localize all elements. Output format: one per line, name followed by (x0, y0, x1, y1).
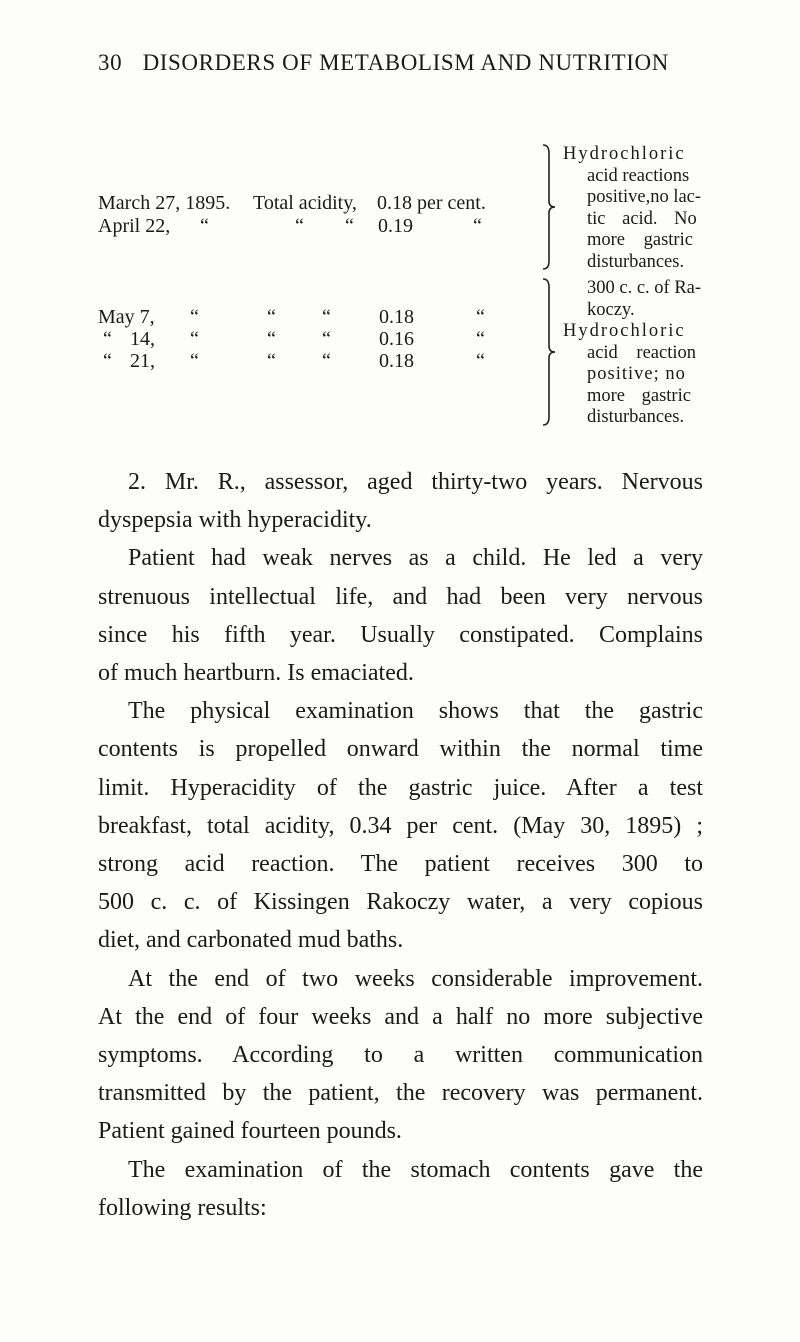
table-row-value: 0.18 per cent. (377, 192, 486, 214)
paragraph-examination (98, 692, 703, 959)
text-line: strenuous intellectual life, and had been very nervous (98, 583, 703, 610)
note-line: 300 c. c. of Ra- (587, 278, 702, 298)
text-line: The physical examination shows that the gastric (128, 698, 703, 725)
text-line: The examination of the stomach contents gave the (128, 1156, 703, 1183)
ditto-mark: “ (267, 306, 276, 328)
ditto-mark: “ (103, 328, 112, 350)
note-line: Hydrochloric (563, 144, 686, 164)
text-line: At the end of two weeks considerable improvement. (128, 965, 703, 992)
ditto-mark: “ (322, 350, 331, 372)
ditto-mark: “ (295, 215, 304, 237)
text-line: Patient gained fourteen pounds. (98, 1118, 402, 1145)
table-row-date: April 22, (98, 215, 171, 237)
note-line: tic acid. No (587, 208, 697, 229)
side-note-first (563, 144, 769, 273)
text-line: of much heartburn. Is emaciated. (98, 660, 414, 687)
table-row-value: 0.19 (378, 215, 413, 237)
table-row-value: 0.16 (379, 328, 414, 350)
ditto-mark: “ (473, 215, 482, 237)
ditto-mark: “ (476, 306, 485, 328)
note-line: positive; no (587, 364, 686, 384)
text-line: At the end of four weeks and a half no more subjective (98, 1003, 703, 1030)
text-line: diet, and carbonated mud baths. (98, 927, 404, 954)
table-row-value: 0.18 (379, 350, 414, 372)
note-line: positive,no lac- (587, 187, 702, 207)
right-brace-icon (540, 143, 558, 271)
text-line: following results: (98, 1194, 267, 1221)
text-line: 500 c. c. of Kissingen Rakoczy water, a very copious (98, 889, 703, 916)
text-line: breakfast, total acidity, 0.34 per cent. (May 30, 1895) ; (98, 812, 703, 839)
note-line: disturbances. (587, 251, 685, 272)
page-number: 30 (98, 50, 123, 75)
running-title: DISORDERS OF METABOLISM AND NUTRITION (142, 50, 669, 75)
text-line: since his fifth year. Usually constipated. Complains (98, 621, 703, 648)
ditto-mark: “ (200, 215, 209, 237)
body-text (98, 463, 703, 1227)
side-note-second (563, 278, 769, 429)
ditto-mark: “ (267, 328, 276, 350)
table-row-date: March 27, 1895. (98, 192, 231, 214)
note-line: more gastric (587, 230, 693, 250)
text-line: strong acid reaction. The patient receives 300 to (98, 851, 703, 878)
note-line: acid reactions (587, 165, 690, 186)
ditto-mark: “ (476, 350, 485, 372)
ditto-mark: “ (190, 306, 199, 328)
table-row-date: 14, (130, 328, 155, 350)
ditto-mark: “ (190, 328, 199, 350)
table-row-date: May 7, (98, 306, 155, 328)
text-line: transmitted by the patient, the recovery was permanent. (98, 1080, 703, 1107)
text-line: contents is propelled onward within the normal time (98, 736, 703, 763)
note-line: Hydrochloric (563, 321, 686, 341)
paragraph-results (98, 1151, 703, 1227)
paragraph-outcome (98, 960, 703, 1151)
running-header (98, 50, 669, 76)
note-line: disturbances. (587, 407, 685, 427)
note-line: koczy. (587, 299, 635, 320)
text-line: symptoms. According to a written communication (98, 1042, 703, 1069)
ditto-mark: “ (267, 350, 276, 372)
ditto-mark: “ (322, 328, 331, 350)
ditto-mark: “ (190, 350, 199, 372)
note-line: acid reaction (587, 342, 697, 363)
note-line: more gastric (587, 385, 691, 406)
table-row-date: 21, (130, 350, 155, 372)
text-line: 2. Mr. R., assessor, aged thirty-two years. Nervous (128, 469, 703, 495)
right-brace-icon (540, 277, 558, 427)
table-row-label: Total acidity, (253, 192, 357, 214)
ditto-mark: “ (345, 215, 354, 237)
ditto-mark: “ (476, 328, 485, 350)
ditto-mark: “ (103, 350, 112, 372)
table-row-value: 0.18 (379, 306, 414, 328)
text-line: dyspepsia with hyperacidity. (98, 507, 372, 534)
paragraph-history (98, 539, 703, 692)
ditto-mark: “ (322, 306, 331, 328)
paragraph-case-heading (98, 463, 703, 539)
text-line: Patient had weak nerves as a child. He led a very (128, 545, 703, 572)
text-line: limit. Hyperacidity of the gastric juice. After a test (98, 774, 703, 801)
